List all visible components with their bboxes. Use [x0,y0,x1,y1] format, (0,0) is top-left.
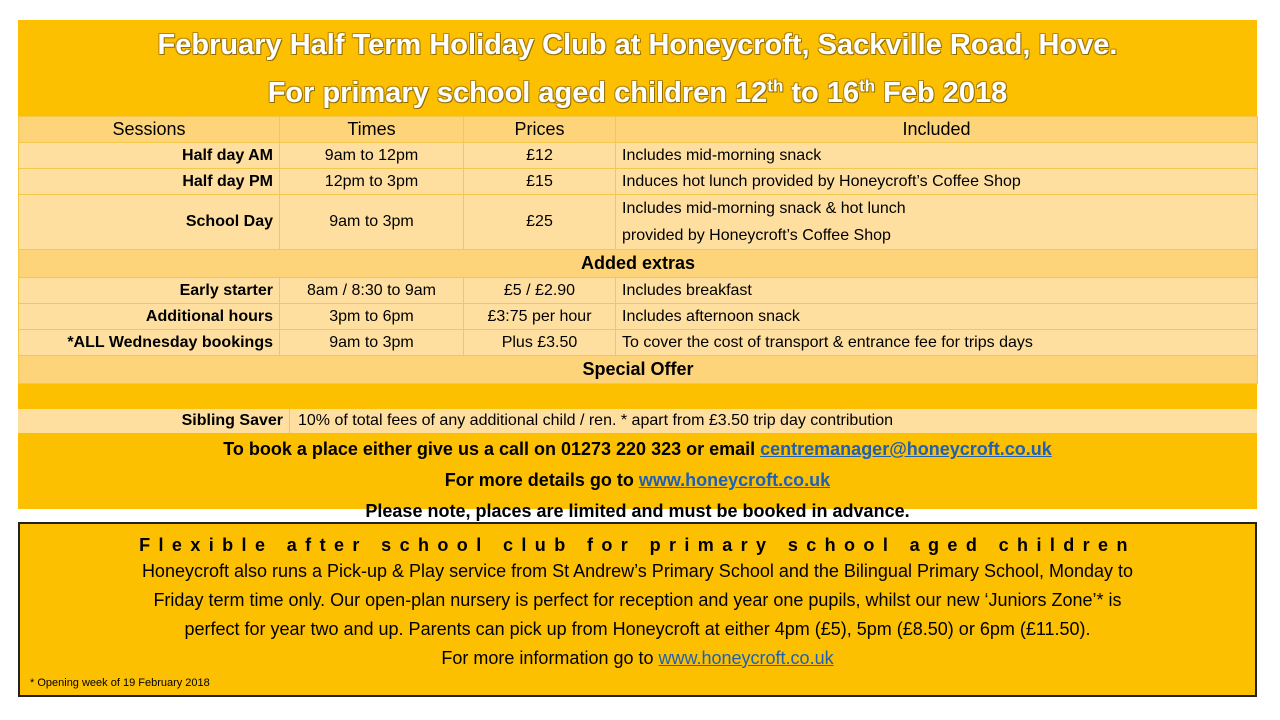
page-title [18,20,1257,115]
sibling-saver-row [18,409,1257,433]
extra-time: 9am to 3pm [280,330,464,356]
extra-price: £5 / £2.90 [464,278,616,304]
extra-included: Includes breakfast [616,278,1258,304]
footnote: * Opening week of 19 February 2018 [30,677,210,689]
table-row [19,330,1258,356]
session-name: School Day [19,195,280,250]
session-name: Half day AM [19,143,280,169]
session-included: Induces hot lunch provided by Honeycroft’s Coffee Shop [616,169,1258,195]
email-link[interactable]: centremanager@honeycroft.co.uk [760,439,1052,459]
title-line-1: February Half Term Holiday Club at Honeycroft, Sackville Road, Hove. [157,29,1118,61]
booking-info [18,434,1257,527]
table-row [19,278,1258,304]
session-price: £12 [464,143,616,169]
header-times: Times [280,117,464,143]
booking-call-text: To book a place either give us a call on 01273 220 323 or email [223,439,761,459]
after-school-line-2: Friday term time only. Our open-plan nursery is perfect for reception and year one pupils, whilst our new ‘Juniors Zone’* is [153,590,1122,610]
session-included [616,195,1258,250]
included-line-2: provided by Honeycroft’s Coffee Shop [622,227,891,244]
table-header-row [19,117,1258,143]
after-school-heading: Flexible after school club for primary school aged children [139,535,1136,555]
after-school-website-link[interactable]: www.honeycroft.co.uk [658,648,834,668]
table-row [19,143,1258,169]
extra-included: Includes afternoon snack [616,304,1258,330]
offer-heading: Special Offer [19,356,1258,384]
table-row [19,304,1258,330]
more-info-text: For more information go to [441,648,659,668]
after-school-line-1: Honeycroft also runs a Pick-up & Play service from St Andrew’s Primary School and the Bilingual Primary School, Monday to [141,561,1134,581]
title-sup-1: th [767,76,784,96]
sibling-saver-text: 10% of total fees of any additional child / ren. * apart from £3.50 trip day contribution [298,412,894,429]
included-line-1: Includes mid-morning snack & hot lunch [622,200,906,217]
table-row [19,195,1258,250]
session-time: 9am to 12pm [280,143,464,169]
extras-heading-row [19,250,1258,278]
session-time: 9am to 3pm [280,195,464,250]
extra-price: Plus £3.50 [464,330,616,356]
details-text: For more details go to [444,470,639,490]
extra-time: 3pm to 6pm [280,304,464,330]
after-school-line-4 [20,644,1255,673]
session-time: 12pm to 3pm [280,169,464,195]
after-school-line-3: perfect for year two and up. Parents can pick up from Honeycroft at either 4pm (£5), 5pm (£8.50) or 6pm (£11.50). [184,619,1091,639]
after-school-panel [18,522,1257,697]
title-sup-2: th [859,76,876,96]
extra-name: Additional hours [19,304,280,330]
title-line-2 [18,73,1257,113]
extra-name: *ALL Wednesday bookings [19,330,280,356]
session-price: £15 [464,169,616,195]
title-line-2-pre: For primary school aged children 12 [267,77,768,109]
extras-heading: Added extras [19,250,1258,278]
website-link[interactable]: www.honeycroft.co.uk [638,470,831,490]
booking-line-3: Please note, places are limited and must be booked in advance. [365,501,910,521]
title-line-2-post: Feb 2018 [875,77,1008,109]
table-row [19,169,1258,195]
booking-line-1 [18,434,1257,465]
title-line-2-mid: to 16 [783,77,860,109]
header-included: Included [616,117,1258,143]
extra-time: 8am / 8:30 to 9am [280,278,464,304]
sibling-saver-label: Sibling Saver [18,409,290,433]
holiday-club-panel [18,20,1257,521]
extra-price: £3:75 per hour [464,304,616,330]
session-included: Includes mid-morning snack [616,143,1258,169]
session-name: Half day PM [19,169,280,195]
session-price: £25 [464,195,616,250]
extra-name: Early starter [19,278,280,304]
booking-line-2 [18,465,1257,496]
header-sessions: Sessions [19,117,280,143]
extra-included: To cover the cost of transport & entrance fee for trips days [616,330,1258,356]
header-prices: Prices [464,117,616,143]
schedule-table [18,116,1258,384]
offer-heading-row [19,356,1258,384]
